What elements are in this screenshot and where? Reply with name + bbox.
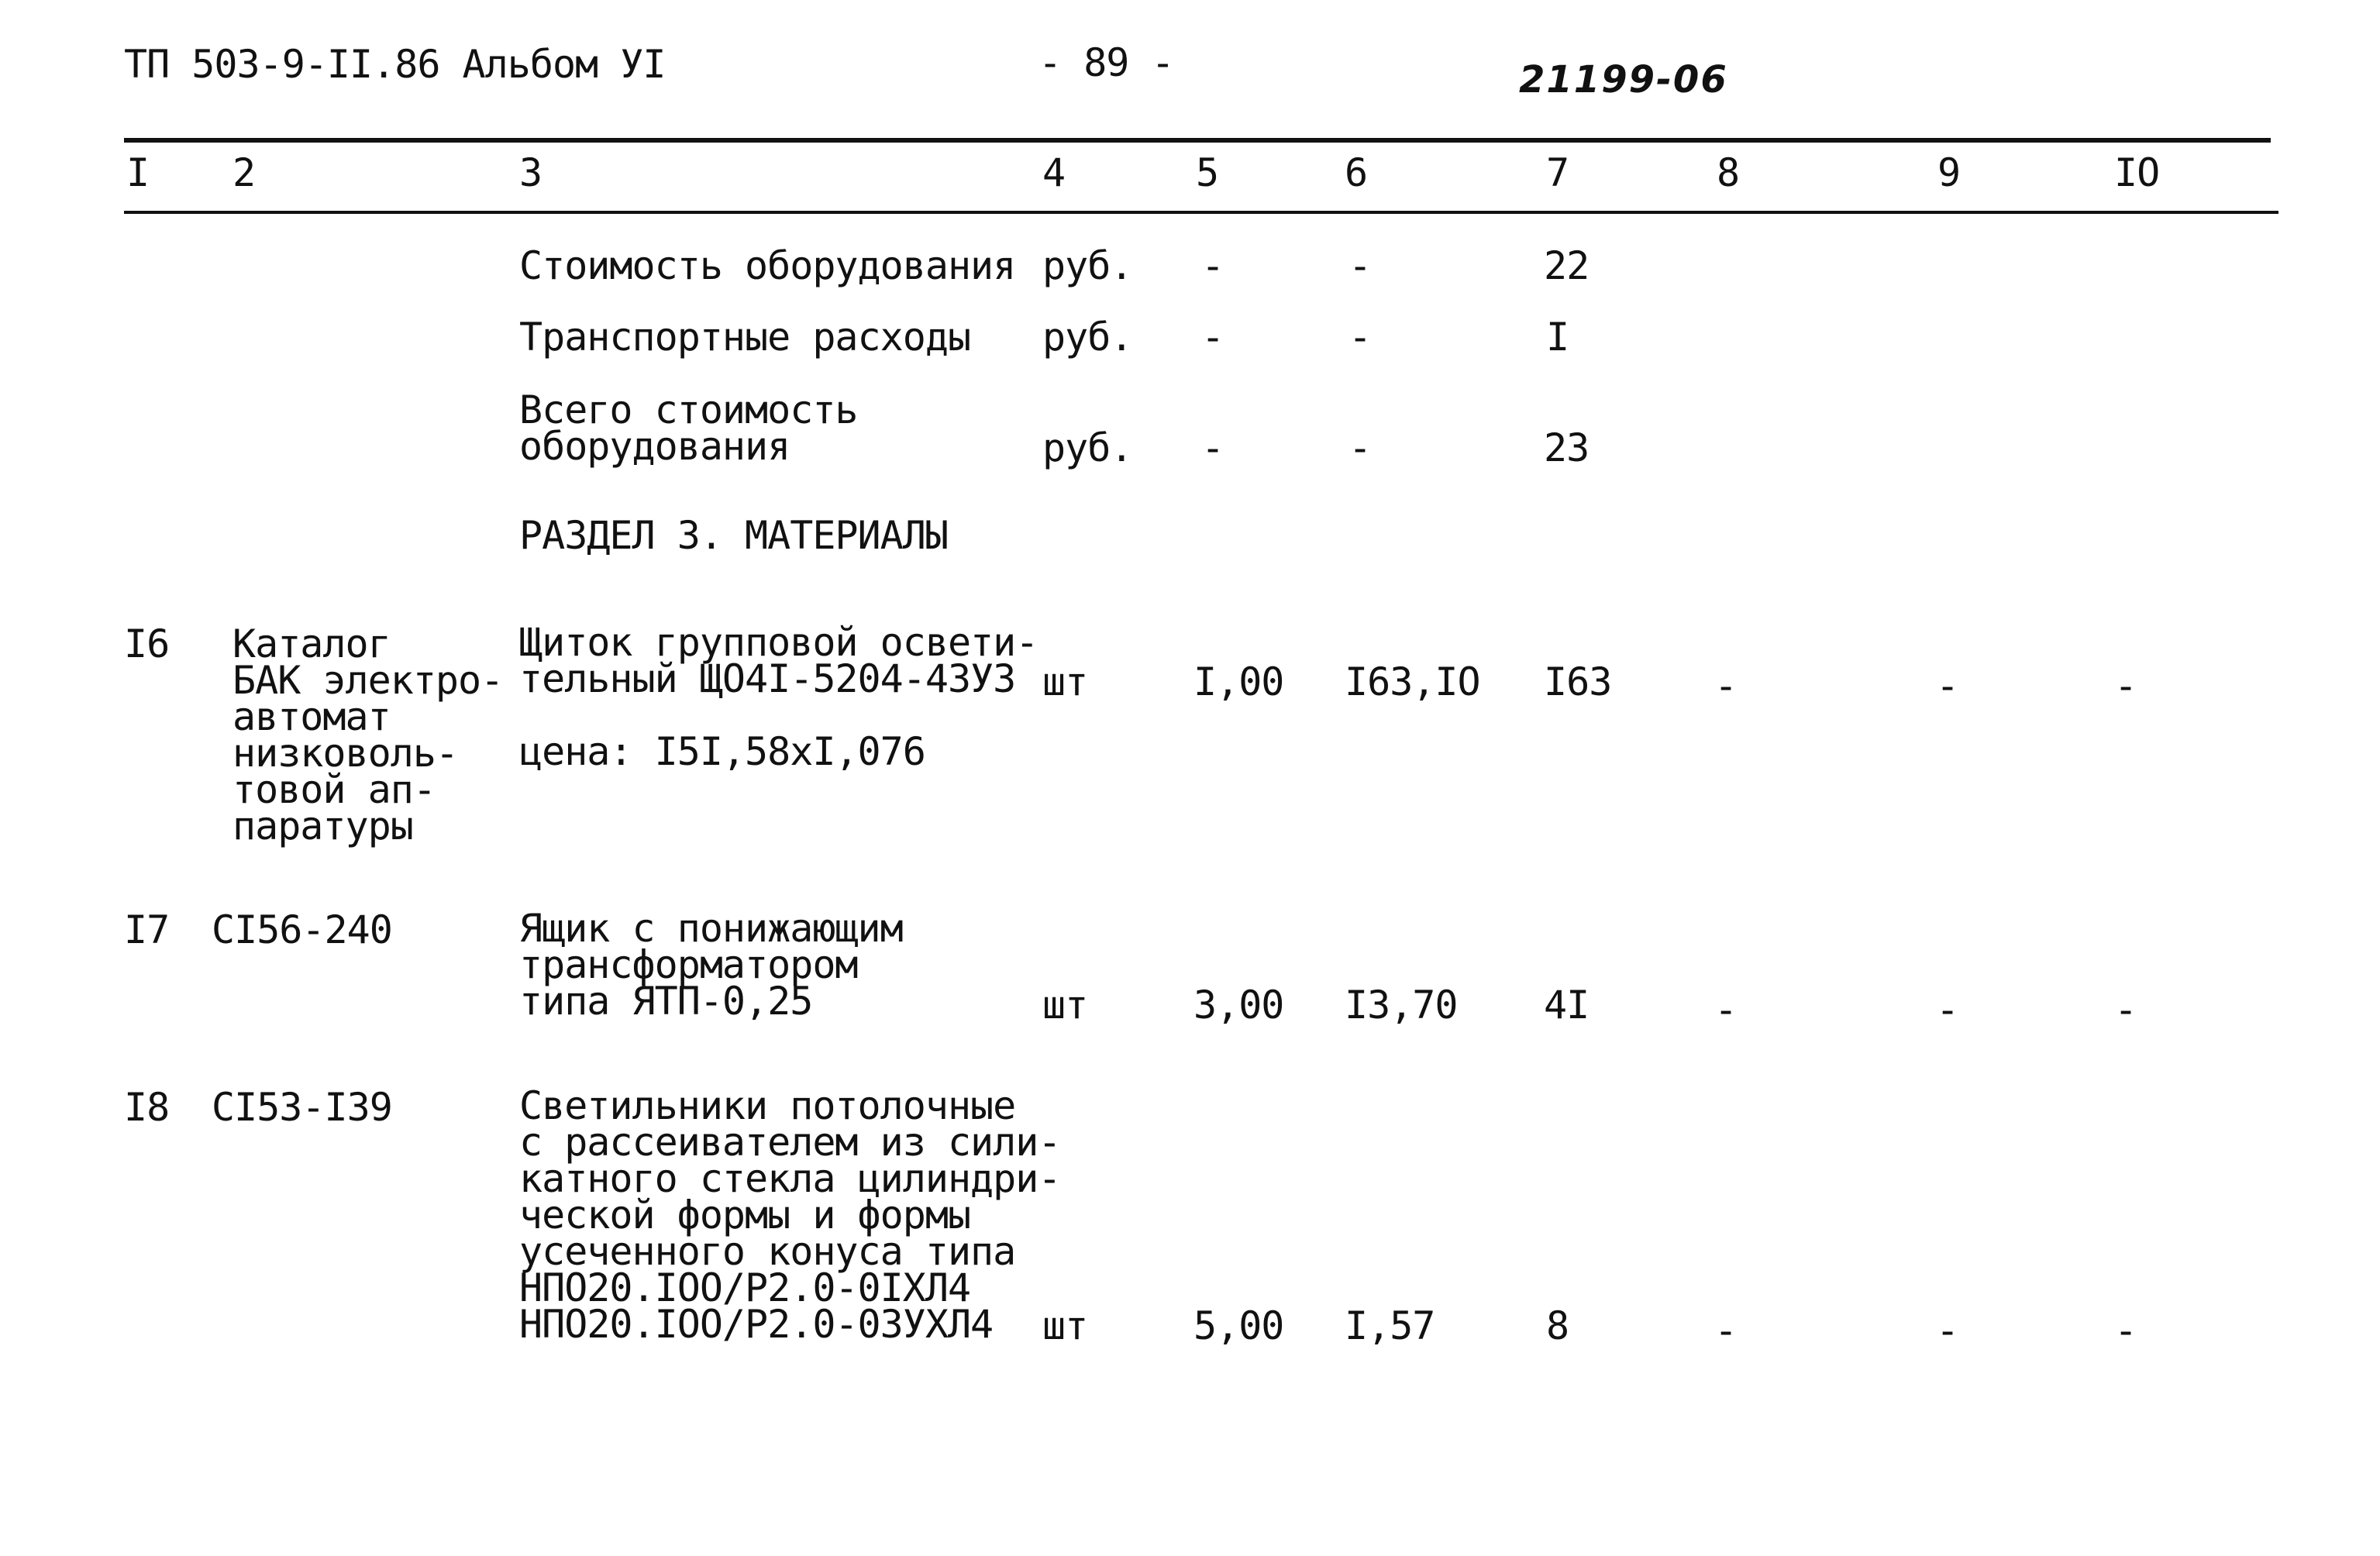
item-16-price-note: цена: I5I,58хI,076 [519,729,925,774]
item-16-col8: - [1714,663,1738,708]
item-18-number: I8 [124,1085,170,1130]
item-18-price: I,57 [1345,1303,1435,1348]
total-cost-col5: - [1201,425,1224,470]
item-18-quantity: 5,00 [1193,1303,1284,1348]
column-header-9: 9 [1937,150,1961,195]
item-18-description: Светильники потолочные с рассеивателем из сили- катного стекла цилиндри- ческой формы и формы усеченного конуса типа НПО20.IOO/Р2.0-0IХЛ4 НПО20.IOO/Р2.0-03УХЛ4 [519,1083,1061,1347]
total-cost-col6: - [1348,425,1372,470]
item-18-col9: - [1936,1308,1959,1353]
column-header-7: 7 [1546,150,1569,195]
item-16-description: Щиток групповой освети- тельный ЩО4I-5204-43У3 [519,620,1038,701]
item-18-col8: - [1714,1308,1738,1353]
column-header-2: 2 [232,150,256,195]
item-18-col10: - [2114,1308,2137,1353]
item-17-price: I3,70 [1345,983,1458,1028]
item-16-unit: шт [1042,659,1088,704]
item-18-total: 8 [1546,1303,1569,1348]
equipment-cost-col5: - [1201,243,1224,288]
table-top-rule [124,138,2271,143]
item-18-source: СI53-I39 [212,1085,392,1130]
section-title: РАЗДЕЛ 3. МАТЕРИАЛЫ [519,513,948,558]
item-17-col8: - [1714,987,1738,1032]
document-reference: ТП 503-9-II.86 Альбом УI [124,42,666,87]
item-16-price: I63,IO [1345,659,1480,704]
column-header-10: IO [2114,150,2160,195]
item-16-number: I6 [124,621,170,666]
column-header-6: 6 [1345,150,1368,195]
equipment-cost-unit: руб. [1042,243,1133,288]
transport-cost-col6: - [1348,315,1372,360]
item-16-col10: - [2114,663,2137,708]
item-17-total: 4I [1544,983,1590,1028]
item-18-unit: шт [1042,1303,1088,1348]
item-16-source: Каталог БАК электро- автомат низковоль- товой ап- паратуры [232,621,504,849]
transport-cost-label: Транспортные расходы [519,315,971,360]
transport-cost-col5: - [1201,315,1224,360]
item-17-quantity: 3,00 [1193,983,1284,1028]
item-17-source: СI56-240 [212,907,392,952]
item-17-unit: шт [1042,983,1088,1028]
total-cost-value: 23 [1544,425,1590,470]
column-header-3: 3 [519,150,542,195]
equipment-cost-label: Стоимость оборудования [519,243,1016,288]
transport-cost-value: I [1546,315,1569,360]
item-16-quantity: I,00 [1193,659,1284,704]
archive-number: 21199-06 [1519,58,1728,102]
total-cost-label: Всего стоимость оборудования [519,387,858,469]
column-header-8: 8 [1717,150,1740,195]
equipment-cost-col6: - [1348,243,1372,288]
column-header-5: 5 [1196,150,1219,195]
item-17-col10: - [2114,987,2137,1032]
item-17-number: I7 [124,907,170,952]
item-16-total: I63 [1544,659,1612,704]
equipment-cost-value: 22 [1544,243,1590,288]
transport-cost-unit: руб. [1042,315,1133,360]
total-cost-unit: руб. [1042,425,1133,470]
item-17-col9: - [1936,987,1959,1032]
item-17-description: Ящик с понижающим трансформатором типа ЯТП-0,25 [519,906,903,1024]
table-header-rule [124,211,2278,214]
column-header-4: 4 [1042,150,1066,195]
page-number: - 89 - [1038,40,1174,85]
item-16-col9: - [1936,663,1959,708]
column-header-1: I [126,150,150,195]
